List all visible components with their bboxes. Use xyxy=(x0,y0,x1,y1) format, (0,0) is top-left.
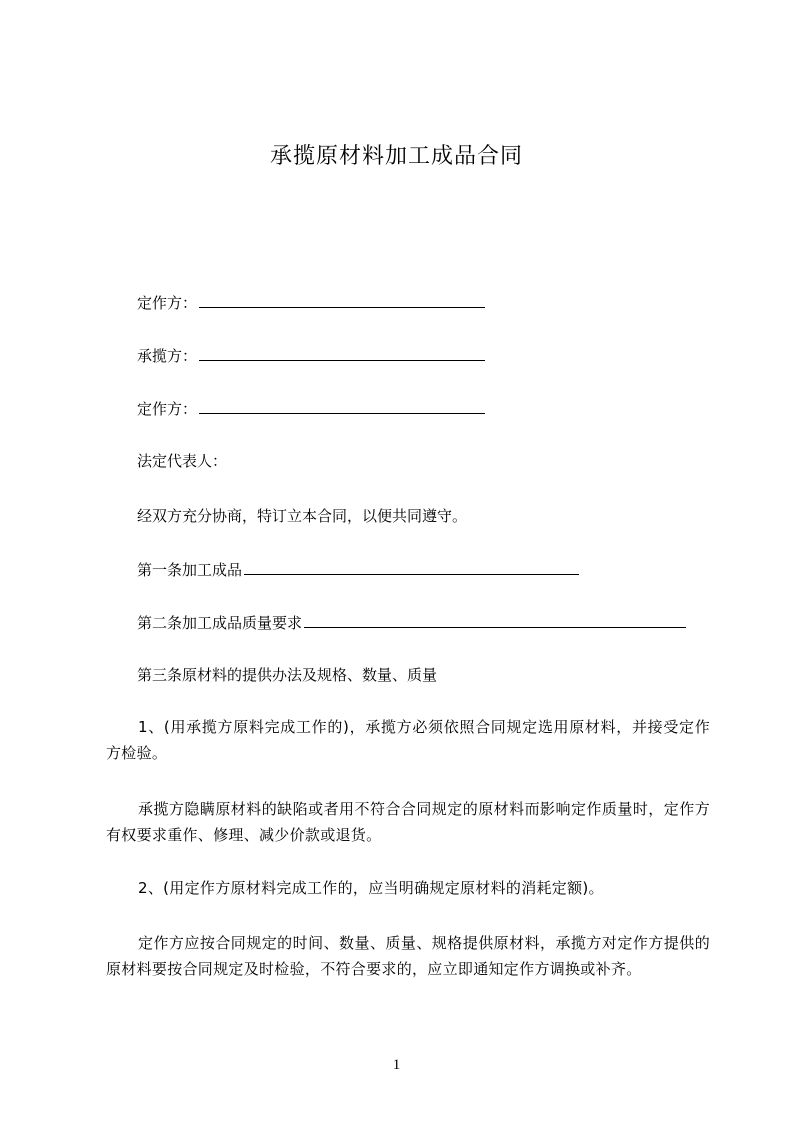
fill-in-blank-line[interactable] xyxy=(199,398,485,414)
party-field-label: 定作方： xyxy=(137,294,198,312)
article-label: 第一条加工成品 xyxy=(137,561,243,579)
article-label: 第二条加工成品质量要求 xyxy=(137,614,303,632)
contract-title: 承揽原材料加工成品合同 xyxy=(269,144,523,169)
article-1-heading xyxy=(137,559,579,580)
fill-in-blank-line[interactable] xyxy=(244,559,579,575)
party-field-label: 定作方： xyxy=(137,400,198,418)
party-field-label: 承揽方： xyxy=(137,347,198,365)
party-field-client-1 xyxy=(137,292,485,313)
fill-in-blank-line[interactable] xyxy=(304,612,686,628)
paragraph-4: 定作方应按合同规定的时间、数量、质量、规格提供原材料，承揽方对定作方提供的原材料要按合同规定及时检验，不符合要求的，应立即通知定作方调换或补齐。 xyxy=(106,934,710,978)
paragraph-1: 1、(用承揽方原料完成工作的)，承揽方必须依照合同规定选用原材料，并接受定作方检验。 xyxy=(106,718,710,762)
party-field-client-2 xyxy=(137,398,485,419)
article-2-heading xyxy=(137,612,686,633)
page-number: 1 xyxy=(392,1057,401,1073)
legal-representative-label: 法定代表人： xyxy=(137,452,228,470)
intro-text: 经双方充分协商，特订立本合同，以便共同遵守。 xyxy=(137,507,468,525)
paragraph-2: 承揽方隐瞒原材料的缺陷或者用不符合合同规定的原材料而影响定作质量时，定作方有权要求重作、修理、减少价款或退货。 xyxy=(106,800,710,844)
paragraph-3: 2、(用定作方原材料完成工作的，应当明确规定原材料的消耗定额)。 xyxy=(138,879,604,897)
article-3-heading: 第三条原材料的提供办法及规格、数量、质量 xyxy=(137,666,438,684)
fill-in-blank-line[interactable] xyxy=(199,292,485,308)
party-field-contractor xyxy=(137,345,485,366)
fill-in-blank-line[interactable] xyxy=(199,345,485,361)
